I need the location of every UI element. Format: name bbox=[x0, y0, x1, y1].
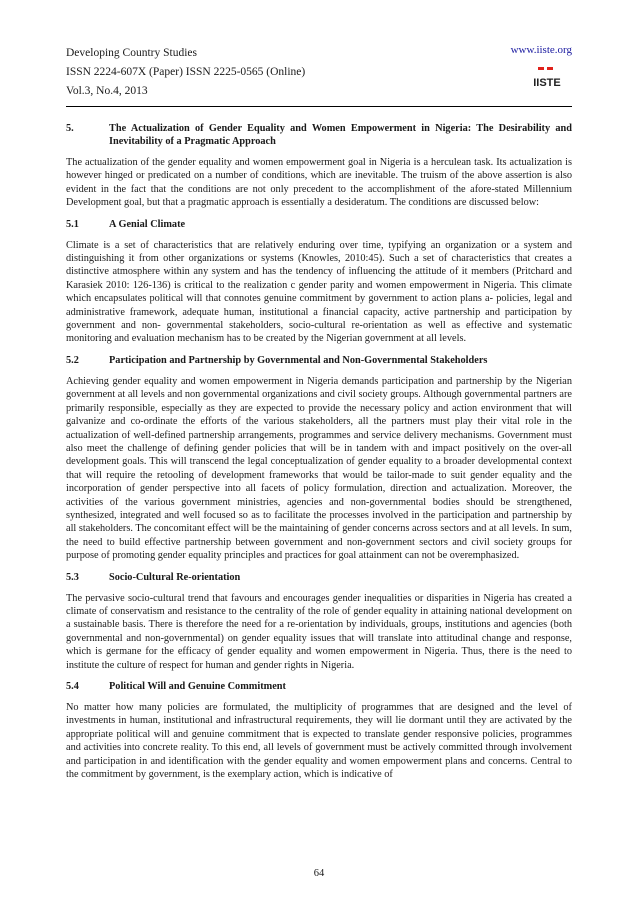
section-title: Political Will and Genuine Commitment bbox=[109, 681, 286, 692]
article-body bbox=[66, 122, 572, 789]
section-5-1-heading bbox=[66, 218, 572, 231]
logo-text: IISTE bbox=[533, 77, 561, 89]
section-5-1-paragraph: Climate is a set of characteristics that are relatively enduring over time, typifying an organization or a system and distinguishing it from other organizations or systems (Knowles, 2010:45). Such a set of characteristics that creates a distinctive atmosphere within any system and has the tendency of influencing the attitude of it members (Pritchard and Karasiek 2010: 126-136) is critical to the realization c gender parity and women empowerment in Nigeria. This climate which encapsulates political will that connotes genuine commitment by government to action plans a- policies, legal and administrative framework, adequate human, institutional a financial capacity, active partnership and participation by government and non- governmental stakeholders, socio-cultural re-orientation as well as effective and systematic monitoring and evaluation mechanism has to be created by the Nigerian government at all levels. bbox=[66, 239, 572, 345]
section-number: 5.2 bbox=[66, 354, 79, 366]
volume-line: Vol.3, No.4, 2013 bbox=[66, 85, 148, 97]
section-number: 5.1 bbox=[66, 218, 79, 230]
logo-red-bar-2 bbox=[547, 67, 553, 70]
section-5-3-paragraph: The pervasive socio-cultural trend that favours and encourages gender inequalities or disparities in Nigeria has created a climate of conservatism and resistance to the centrality of the role of gender equality in attaining national development on a sustainable basis. There is therefore the need for a re-orientation by individuals, groups, institutions and agencies (both governmental and non-governmental) on gender equality issues that will translate into attitudinal change and response, which is germane for the efficacy of gender equality and women empowerment in Nigeria. Thus, there is the need to institute the culture of respect for human and gender rights in Nigeria. bbox=[66, 592, 572, 671]
page-header bbox=[66, 44, 572, 101]
section-5-3-heading bbox=[66, 571, 572, 584]
iiste-logo-icon bbox=[532, 67, 562, 91]
issn-line: ISSN 2224-607X (Paper) ISSN 2225-0565 (Online) bbox=[66, 66, 306, 78]
section-title: The Actualization of Gender Equality and Women Empowerment in Nigeria: The Desirability and Inevitability of a Pragmatic Approach bbox=[109, 123, 572, 147]
section-title: A Genial Climate bbox=[109, 218, 186, 230]
section-5-paragraph: The actualization of the gender equality and women empowerment goal in Nigeria is a herculean task. Its actualization is however hinged or predicated on a number of conditions, which are inevitable. The truism of the above assertion is also evident in the fact that the conditions are not only precedent to the accomplishment of the afore-stated Millennium Development goal, but that a pragmatic approach is essentially a desideratum. The conditions are discussed below: bbox=[66, 157, 572, 209]
header-divider bbox=[66, 106, 572, 107]
section-5-2-heading bbox=[66, 354, 572, 367]
section-number: 5. bbox=[66, 123, 74, 134]
journal-title: Developing Country Studies bbox=[66, 47, 197, 59]
section-title: Socio-Cultural Re-orientation bbox=[109, 571, 241, 583]
section-5-heading bbox=[66, 122, 572, 148]
section-5-2-paragraph: Achieving gender equality and women empowerment in Nigeria demands participation and partnership by the Nigerian government at all levels and non governmental organizations and civil society groups. Although governmental partners are primarily responsible, especially as they are expected to provide the necessary policy and action environment that will galvanize and co-ordinate the efforts of the various stakeholders, all the partners must play their vital role in the actualization of well-defined partnership arrangements, programmes and service delivery mechanisms. Government must also meet the challenge of defining gender policies that will be in tandem with and impact positively on the over-all development goals. This will transcend the legal conceptualization of gender equality to a broader developmental context that will require the retooling of development frameworks that would be tailor-made to suit gender equality and the incorporation of gender perspective into all facets of policy formulation, direction and actualization. Moreover, the activities of the various government ministries, agencies and non-governmental bodies should be strengthened, synthesized, integrated and well focused so as to facilitate the processes involved in the participation and partnership by all stakeholders. The concomitant effect will be the maintaining of gender concerns across sectors and at all levels. In sum, the need to build effective partnership between government and non-government sectors and civil society groups for purpose of promoting gender equality principles and practices for goal attainment can not be overemphasized. bbox=[66, 375, 572, 562]
section-5-4-heading bbox=[66, 680, 572, 693]
page-number: 64 bbox=[313, 868, 325, 879]
logo-red-bar bbox=[538, 67, 544, 70]
journal-url-link[interactable]: www.iiste.org bbox=[510, 44, 572, 56]
section-5-4-paragraph: No matter how many policies are formulated, the multiplicity of programmes that are designed and the level of investments in human, institutional and infrastructural requirements, they will lie dormant until they are activated by the appropriate political will and genuine commitment that is expected to translate gender responsive policies, programmes and activities into concrete reality. To this end, all levels of government must be actively committed through involvement and participation in and identification with the gender equality and women empowerment plans and concerns. Central to the commitment by government, is the exemplary action, which is indicative of bbox=[66, 702, 572, 781]
section-number: 5.3 bbox=[66, 571, 79, 583]
section-number: 5.4 bbox=[66, 681, 79, 692]
section-title: Participation and Partnership by Governmental and Non-Governmental Stakeholders bbox=[109, 354, 488, 366]
